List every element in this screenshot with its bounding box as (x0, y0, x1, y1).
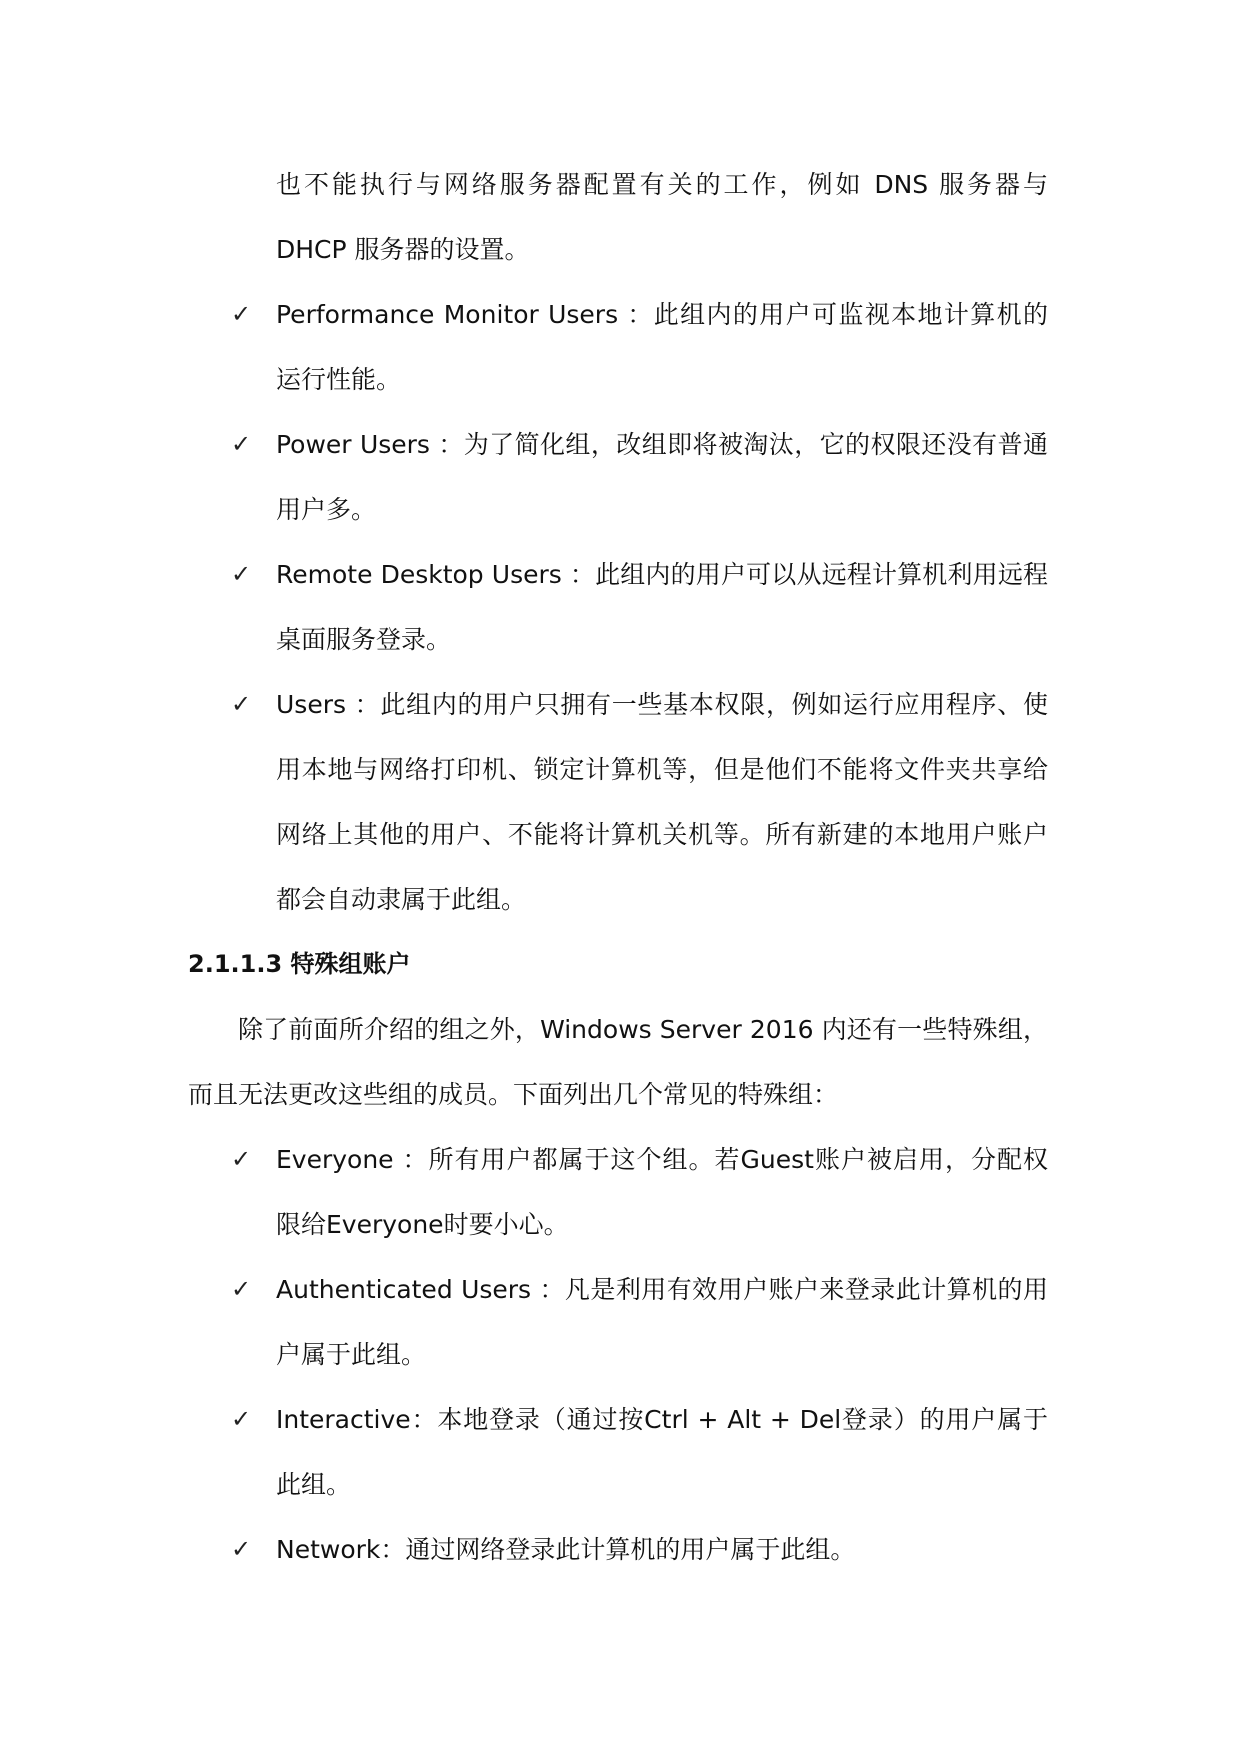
section-intro-paragraph: 除了前面所介绍的组之外，Windows Server 2016 内还有一些特殊组，而且无法更改这些组的成员。下面列出几个常见的特殊组： (188, 1015, 1048, 1109)
check-mark-icon: ✓ (231, 300, 252, 328)
section-heading: 2.1.1.3 特殊组账户 (188, 950, 411, 978)
check-mark-icon: ✓ (231, 1405, 252, 1433)
list-item-text: Interactive：本地登录（通过按Ctrl + Alt + Del登录）的用户属于此组。 (276, 1405, 1048, 1499)
check-mark-icon: ✓ (231, 430, 252, 458)
list-item-text: Network：通过网络登录此计算机的用户属于此组。 (276, 1535, 856, 1564)
check-mark-icon: ✓ (231, 1275, 252, 1303)
check-mark-icon: ✓ (231, 1535, 252, 1563)
list-item-text: 也不能执行与网络服务器配置有关的工作，例如 DNS 服务器与 DHCP 服务器的设置。 (276, 170, 1048, 264)
list-item (188, 1387, 1048, 1517)
document-body (188, 152, 1048, 1582)
list-item-text: Authenticated Users ：凡是利用有效用户账户来登录此计算机的用户属于此组。 (276, 1275, 1048, 1369)
list-item-text: Remote Desktop Users ：此组内的用户可以从远程计算机利用远程桌面服务登录。 (276, 560, 1048, 654)
check-mark-icon: ✓ (231, 1145, 252, 1173)
list-item-continuation (188, 152, 1048, 282)
list-item (188, 672, 1048, 932)
list-item (188, 1517, 1048, 1582)
list-item (188, 542, 1048, 672)
list-item-text: Performance Monitor Users ：此组内的用户可监视本地计算机的运行性能。 (276, 300, 1048, 394)
list-item-text: Power Users ：为了简化组，改组即将被淘汰，它的权限还没有普通用户多。 (276, 430, 1048, 524)
list-item-text: Users ：此组内的用户只拥有一些基本权限，例如运行应用程序、使用本地与网络打印机、锁定计算机等，但是他们不能将文件夹共享给网络上其他的用户、不能将计算机关机等。所有新建的本地用户账户都会自动隶属于此组。 (276, 690, 1048, 914)
check-mark-icon: ✓ (231, 560, 252, 588)
check-mark-icon: ✓ (231, 690, 252, 718)
list-item (188, 282, 1048, 412)
list-item (188, 1127, 1048, 1257)
list-item (188, 412, 1048, 542)
list-item (188, 1257, 1048, 1387)
list-item-text: Everyone ：所有用户都属于这个组。若Guest账户被启用，分配权限给Everyone时要小心。 (276, 1145, 1048, 1239)
